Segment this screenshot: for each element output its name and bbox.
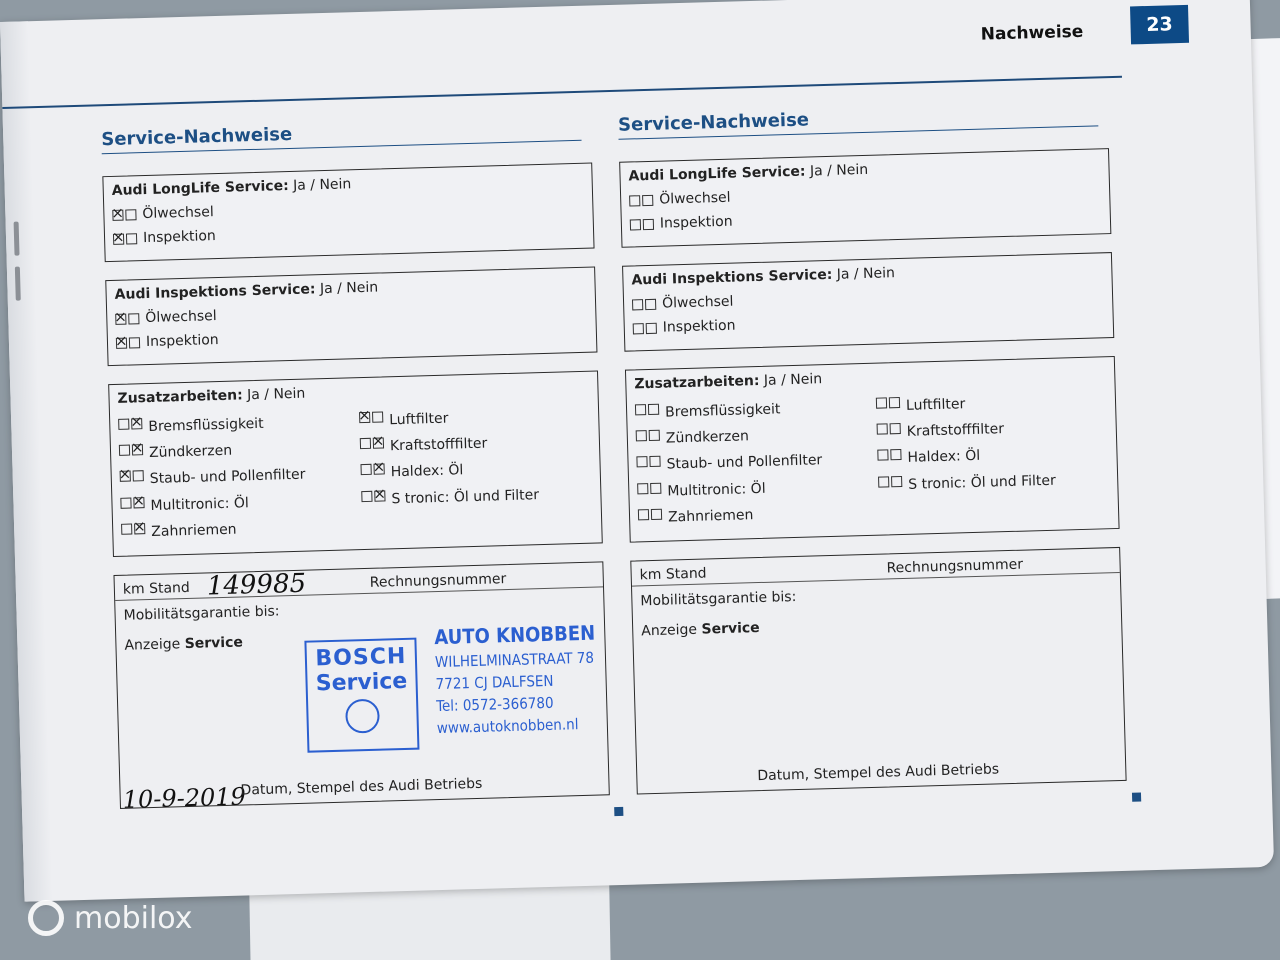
- checkbox-no[interactable]: [132, 444, 143, 455]
- checkbox-no[interactable]: [373, 464, 384, 475]
- checkbox-no[interactable]: [372, 411, 383, 422]
- section-title: Service-Nachweise: [618, 101, 1099, 139]
- right-service-record: [618, 101, 1127, 794]
- zusatz-box: [625, 356, 1120, 543]
- checkbox-yes[interactable]: [120, 471, 131, 482]
- checkbox-no[interactable]: [133, 497, 144, 508]
- date-handwritten: 10-9-2019: [122, 782, 247, 814]
- checkbox-row: × Zündkerzen: [119, 439, 350, 464]
- longlife-box: [619, 148, 1111, 248]
- checkbox-row: × Multitronic: Öl: [120, 491, 351, 516]
- checkbox-row: × S tronic: Öl und Filter: [361, 484, 592, 509]
- left-service-record: [101, 116, 610, 814]
- checkbox-row: Zahnriemen: [638, 503, 869, 528]
- checkbox-yes[interactable]: [635, 404, 646, 415]
- checkbox-no[interactable]: [651, 508, 662, 519]
- dealer-city: 7721 CJ DALFSEN: [435, 671, 554, 694]
- checkbox-row: × Ölwechsel: [112, 194, 584, 223]
- checkbox-no[interactable]: [128, 313, 139, 324]
- km-label: km Stand: [639, 565, 707, 584]
- invoice-label: Rechnungsnummer: [886, 556, 1024, 577]
- checkbox-no[interactable]: [125, 209, 136, 220]
- checkbox-no[interactable]: [134, 523, 145, 534]
- checkbox-row: Kraftstofffilter: [877, 417, 1108, 442]
- mobility-label: Mobilitätsgarantie bis:: [640, 588, 797, 610]
- checkbox-yes[interactable]: [118, 419, 129, 430]
- zusatz-box: [108, 370, 603, 557]
- checkbox-no[interactable]: [891, 476, 902, 487]
- checkbox-row: × Inspektion: [116, 322, 588, 351]
- date-stamp-label: Datum, Stempel des Audi Betriebs: [757, 761, 1000, 785]
- dealer-web: www.autoknobben.nl: [436, 715, 579, 738]
- checkbox-row: Inspektion: [633, 307, 1105, 336]
- checkbox-yes[interactable]: [636, 456, 647, 467]
- box-title: Audi LongLife Service: Ja / Nein: [111, 176, 352, 199]
- checkbox-row: Ölwechsel: [629, 179, 1101, 208]
- section-title: Service-Nachweise: [101, 116, 582, 154]
- checkbox-yes[interactable]: [115, 313, 126, 324]
- checkbox-yes[interactable]: [113, 233, 124, 244]
- dealer-name: AUTO KNOBBEN: [434, 620, 596, 650]
- checkbox-yes[interactable]: [112, 209, 123, 220]
- checkbox-yes[interactable]: [630, 219, 641, 230]
- checkbox-no[interactable]: [648, 404, 659, 415]
- box-title: Audi LongLife Service: Ja / Nein: [628, 161, 869, 185]
- checkbox-row: Ölwechsel: [632, 283, 1104, 312]
- dealer-street: WILHELMINASTRAAT 78: [434, 648, 595, 672]
- checkbox-row: Luftfilter: [876, 391, 1107, 416]
- mobilox-logo-icon: [28, 900, 64, 936]
- checkbox-no[interactable]: [649, 430, 660, 441]
- watermark-text: mobilox: [74, 900, 193, 936]
- checkbox-row: × Luftfilter: [359, 406, 590, 431]
- bosch-armature-icon: [345, 699, 380, 734]
- checkbox-yes[interactable]: [120, 497, 131, 508]
- checkbox-row: Staub- und Pollenfilter: [636, 450, 867, 475]
- km-label: km Stand: [122, 579, 191, 598]
- checkbox-no[interactable]: [646, 322, 657, 333]
- inspektion-box: [622, 252, 1114, 352]
- checkbox-row: Bremsflüssigkeit: [635, 398, 866, 423]
- chapter-name: Nachweise: [980, 21, 1084, 45]
- checkbox-row: × Ölwechsel: [115, 298, 587, 327]
- checkbox-no[interactable]: [643, 218, 654, 229]
- checkbox-no[interactable]: [126, 233, 137, 244]
- checkbox-yes[interactable]: [636, 430, 647, 441]
- dealer-stamp: [304, 620, 617, 749]
- checkbox-no[interactable]: [133, 471, 144, 482]
- checkbox-row: Zündkerzen: [636, 424, 867, 449]
- km-value-handwritten: 149985: [206, 568, 307, 602]
- checkbox-yes[interactable]: [361, 490, 372, 501]
- page-fold: [0, 21, 53, 901]
- checkbox-yes[interactable]: [632, 299, 643, 310]
- checkbox-row: × Staub- und Pollenfilter: [120, 465, 351, 490]
- checkbox-yes[interactable]: [876, 397, 887, 408]
- end-mark: [614, 807, 623, 816]
- checkbox-yes[interactable]: [633, 323, 644, 334]
- staple: [14, 222, 20, 256]
- checkbox-yes[interactable]: [119, 445, 130, 456]
- mobility-label: Mobilitätsgarantie bis:: [123, 603, 280, 624]
- invoice-label: Rechnungsnummer: [369, 571, 507, 591]
- box-title: Zusatzarbeiten: Ja / Nein: [117, 385, 306, 407]
- checkbox-yes[interactable]: [878, 476, 889, 487]
- checkbox-row: Inspektion: [630, 203, 1102, 232]
- watermark: [28, 900, 192, 936]
- checkbox-no[interactable]: [890, 449, 901, 460]
- end-mark: [1132, 792, 1141, 801]
- checkbox-row: × Inspektion: [113, 218, 585, 247]
- checkbox-yes[interactable]: [360, 464, 371, 475]
- checkbox-yes[interactable]: [637, 483, 648, 494]
- checkbox-row: × Kraftstofffilter: [360, 432, 591, 457]
- bosch-service-logo: BOSCH Service: [304, 638, 419, 753]
- checkbox-yes[interactable]: [877, 450, 888, 461]
- checkbox-no[interactable]: [889, 397, 900, 408]
- longlife-box: [102, 163, 594, 263]
- stamp-box: [630, 547, 1126, 795]
- checkbox-no[interactable]: [890, 423, 901, 434]
- checkbox-row: S tronic: Öl und Filter: [878, 470, 1109, 495]
- inspektion-box: [105, 266, 597, 366]
- staple: [15, 267, 21, 301]
- checkbox-no[interactable]: [649, 456, 660, 467]
- checkbox-no[interactable]: [645, 298, 656, 309]
- date-stamp-label: Datum, Stempel des Audi Betriebs: [240, 775, 483, 799]
- display-label: Anzeige Service: [124, 634, 244, 654]
- box-title: Zusatzarbeiten: Ja / Nein: [634, 371, 823, 393]
- checkbox-row: × Bremsflüssigkeit: [118, 412, 349, 437]
- dealer-tel: Tel: 0572-366780: [436, 693, 554, 716]
- checkbox-yes[interactable]: [629, 195, 640, 206]
- checkbox-yes[interactable]: [121, 523, 132, 534]
- checkbox-row: Haldex: Öl: [877, 444, 1108, 469]
- checkbox-no[interactable]: [131, 418, 142, 429]
- checkbox-yes[interactable]: [638, 509, 649, 520]
- page-number: 23: [1130, 5, 1189, 45]
- checkbox-no[interactable]: [129, 337, 140, 348]
- checkbox-row: Multitronic: Öl: [637, 477, 868, 502]
- checkbox-yes[interactable]: [877, 424, 888, 435]
- checkbox-yes[interactable]: [116, 337, 127, 348]
- checkbox-no[interactable]: [642, 194, 653, 205]
- checkbox-no[interactable]: [650, 482, 661, 493]
- header-rule: [2, 76, 1122, 109]
- box-title: Audi Inspektions Service: Ja / Nein: [631, 265, 896, 289]
- checkbox-yes[interactable]: [360, 438, 371, 449]
- checkbox-yes[interactable]: [359, 412, 370, 423]
- box-title: Audi Inspektions Service: Ja / Nein: [114, 279, 379, 303]
- display-label: Anzeige Service: [641, 619, 760, 640]
- stamp-box: [113, 561, 609, 814]
- checkbox-row: × Zahnriemen: [121, 517, 352, 542]
- checkbox-no[interactable]: [373, 438, 384, 449]
- checkbox-row: × Haldex: Öl: [360, 458, 591, 483]
- checkbox-no[interactable]: [374, 490, 385, 501]
